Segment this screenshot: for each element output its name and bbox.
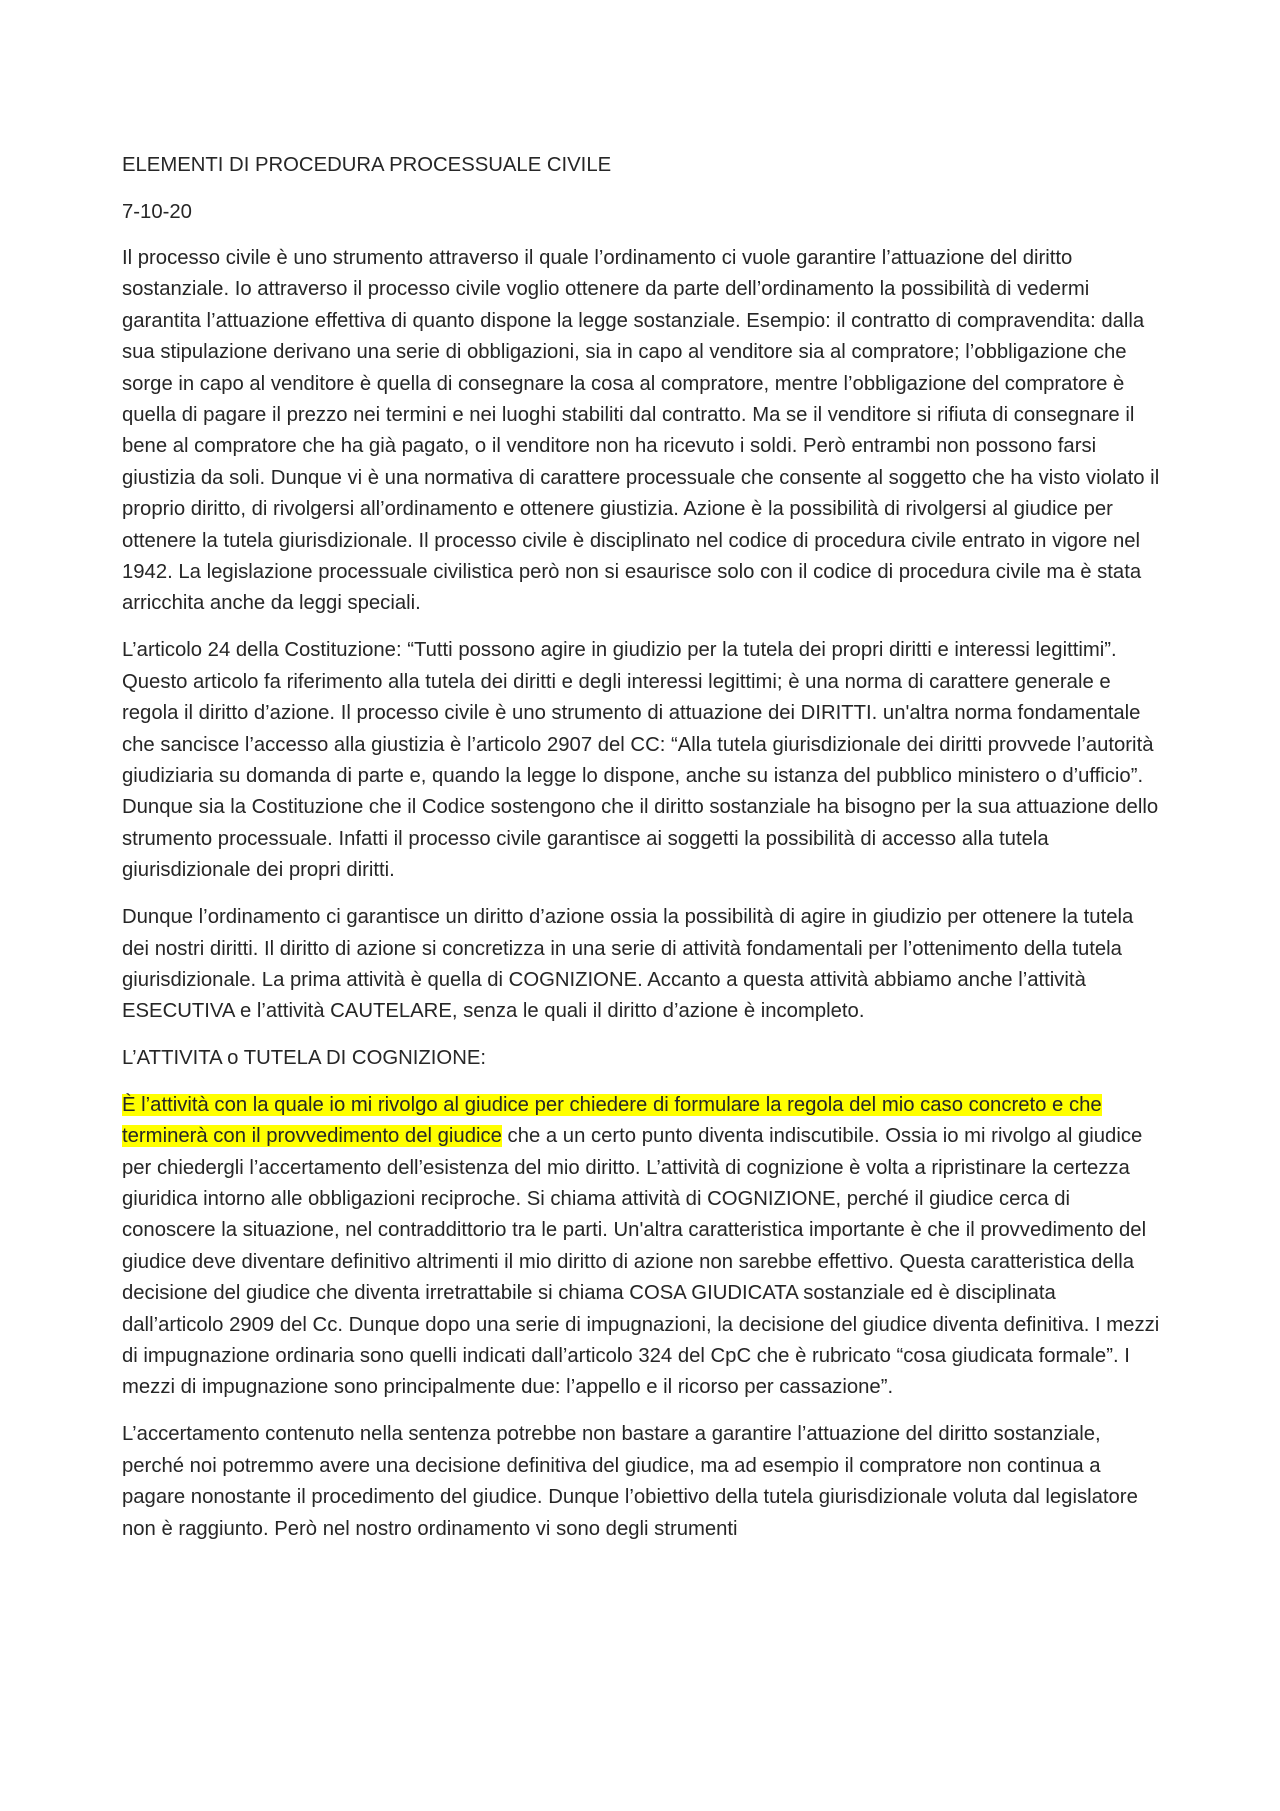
paragraph-article-24: L’articolo 24 della Costituzione: “Tutti possono agire in giudizio per la tutela dei propri diritti e interessi legittimi”. Questo articolo fa riferimento alla tutela dei diritti e degli interessi legittimi; è una norma di carattere generale e regola il diritto d’azione. Il processo civile è uno strumento di attuazione dei DIRITTI. un'altra norma fondamentale che sancisce l’accesso alla giustizia è l’articolo 2907 del CC: “Alla tutela giurisdizionale dei diritti provvede l’autorità giudiziaria su domanda di parte e, quando la legge lo dispone, anche su istanza del pubblico ministero o d’ufficio”. Dunque sia la Costituzione che il Codice sostengono che il diritto sostanziale ha bisogno per la sua attuazione dello strumento processuale. Infatti il processo civile garantisce ai soggetti la possibilità di accesso alla tutela giurisdizionale dei propri diritti. — [122, 639, 1159, 882]
section-heading: L’ATTIVITA o TUTELA DI COGNIZIONE: — [122, 1047, 487, 1070]
highlighted-text: È l’attività con la quale io mi rivolgo al giudice per chiedere di formulare la regola del mio caso concreto e che terminerà con il provvedimento del giudice — [122, 1093, 1102, 1148]
document-title: ELEMENTI DI PROCEDURA PROCESSUALE CIVILE — [122, 154, 612, 176]
paragraph-intro: Il processo civile è uno strumento attraverso il quale l’ordinamento ci vuole garantire l’attuazione del diritto sostanziale. Io attraverso il processo civile voglio ottenere da parte dell’ordinamento la possibilità di vedermi garantita l’attuazione effettiva di quanto dispone la legge sostanziale. Esempio: il contratto di compravendita: dalla sua stipulazione derivano una serie di obbligazioni, sia in capo al venditore sia al compratore; l’obbligazione che sorge in capo al venditore è quella di consegnare la cosa al compratore, mentre l’obbligazione del compratore è quella di pagare il prezzo nei termini e nei luoghi stabiliti dal contratto. Ma se il venditore si rifiuta di consegnare il bene al compratore che ha già pagato, o il venditore non ha ricevuto i soldi. Però entrambi non possono farsi giustizia da soli. Dunque vi è una normativa di carattere processuale che consente al soggetto che ha visto violato il proprio diritto, di rivolgersi all’ordinamento e ottenere giustizia. Azione è la possibilità di rivolgersi al giudice per ottenere la tutela giurisdizionale. Il processo civile è disciplinato nel codice di procedura civile entrato in vigore nel 1942. La legislazione processuale civilistica però non si esaurisce solo con il codice di procedura civile ma è stata arricchita anche da leggi speciali. — [122, 247, 1160, 615]
paragraph-cognition-rest: che a un certo punto diventa indiscutibile. Ossia io mi rivolgo al giudice per chiedergli l’accertamento dell’esistenza del mio diritto. L’attività di cognizione è volta a ripristinare la certezza giuridica intorno alle obbligazioni reciproche. Si chiama attività di COGNIZIONE, perché il giudice cerca di conoscere la situazione, nel contraddittorio tra le parti. Un'altra caratteristica importante è che il provvedimento del giudice deve diventare definitivo altrimenti il mio diritto di azione non sarebbe effettivo. Questa caratteristica della decisione del giudice che diventa irretrattabile si chiama COSA GIUDICATA sostanziale ed è disciplinata dall’articolo 2909 del Cc. Dunque dopo una serie di impugnazioni, la decisione del giudice diventa definitiva. I mezzi di impugnazione ordinaria sono quelli indicati dall’articolo 324 del CpC che è rubricato “cosa giudicata formale”. I mezzi di impugnazione sono principalmente due: l’appello e il ricorso per cassazione”. — [122, 1125, 1160, 1399]
paragraph-action-right: Dunque l’ordinamento ci garantisce un diritto d’azione ossia la possibilità di agire in giudizio per ottenere la tutela dei nostri diritti. Il diritto di azione si concretizza in una serie di attività fondamentali per l’ottenimento della tutela giurisdizionale. La prima attività è quella di COGNIZIONE. Accanto a questa attività abbiamo anche l’attività ESECUTIVA e l’attività CAUTELARE, senza le quali il diritto d’azione è incompleto. — [122, 906, 1134, 1023]
paragraph-cognition — [122, 1090, 1162, 1404]
paragraph-enforcement: L’accertamento contenuto nella sentenza potrebbe non bastare a garantire l’attuazione del diritto sostanziale, perché noi potremmo avere una decisione definitiva del giudice, ma ad esempio il compratore non continua a pagare nonostante il procedimento del giudice. Dunque l’obiettivo della tutela giurisdizionale voluta dal legislatore non è raggiunto. Però nel nostro ordinamento vi sono degli strumenti — [122, 1423, 1138, 1540]
document-page — [122, 150, 1162, 1560]
document-date: 7-10-20 — [122, 200, 192, 223]
